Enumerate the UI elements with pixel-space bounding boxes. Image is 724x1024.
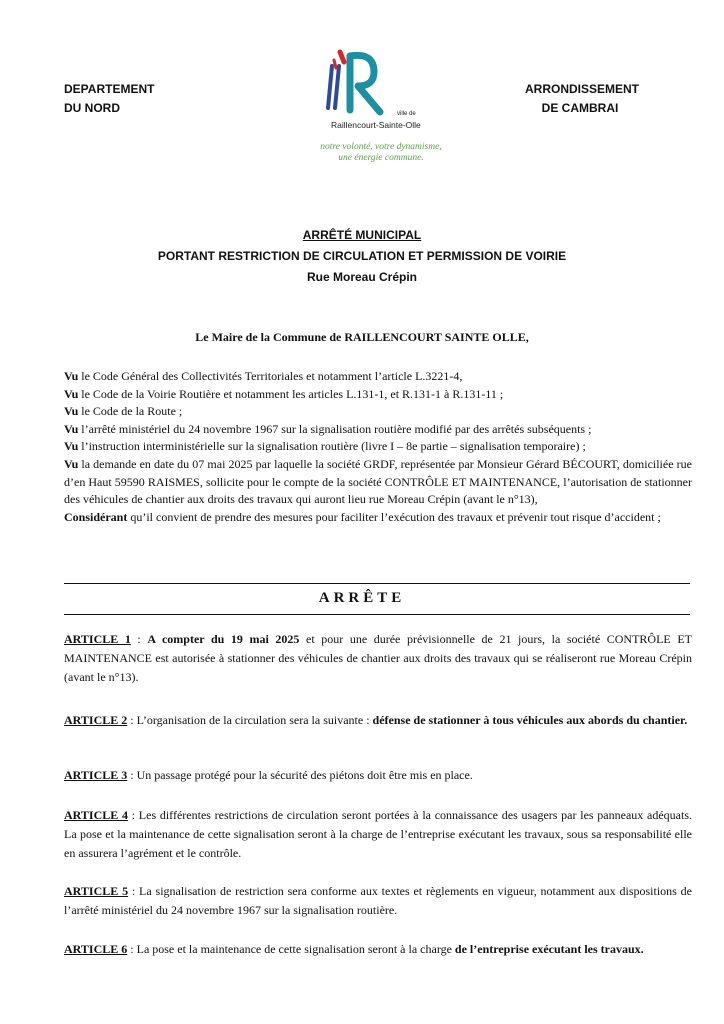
article-label: ARTICLE 4 — [64, 808, 128, 822]
visa-lead: Vu — [64, 386, 79, 401]
article-paragraph — [64, 711, 692, 730]
decree-title — [0, 225, 724, 288]
divider-top — [64, 583, 690, 584]
article-5 — [64, 882, 692, 920]
article-paragraph — [64, 630, 692, 687]
arrondissement-block — [525, 80, 640, 118]
article-text: L’organisation de la circulation sera la suivante : — [136, 713, 373, 727]
slogan-line: une énergie commune. — [338, 153, 424, 163]
town-logo — [300, 46, 470, 176]
visa-paragraph — [64, 368, 692, 386]
slogan-line: notre volonté, votre dynamisme, — [320, 142, 442, 152]
visa-text: l’arrêté ministériel du 24 novembre 1967 sur la signalisation routière modifié par des arrêtés subséquents ; — [78, 421, 592, 436]
visa-paragraph — [64, 456, 692, 509]
article-bold-end: de l’entreprise exécutant les travaux. — [454, 942, 644, 956]
article-label: ARTICLE 6 — [64, 942, 128, 956]
article-label: ARTICLE 5 — [64, 884, 129, 898]
article-text: La pose et la maintenance de cette signalisation seront à la charge — [136, 942, 455, 956]
visa-paragraph — [64, 509, 692, 527]
arrondissement-line: DE CAMBRAI — [541, 101, 619, 115]
logo-small-text: ville de — [397, 111, 416, 117]
article-6 — [64, 940, 692, 959]
title-line-3: Rue Moreau Crépin — [306, 270, 417, 284]
article-label: ARTICLE 2 — [64, 713, 128, 727]
department-block — [64, 80, 154, 118]
article-text: Un passage protégé pour la sécurité des piétons doit être mis en place. — [136, 768, 473, 782]
town-slogan — [296, 142, 466, 164]
arrete-heading: ARRÊTE — [318, 590, 406, 606]
department-line: DEPARTEMENT — [64, 82, 155, 96]
visa-lead: Vu — [64, 369, 79, 383]
visa-lead: Vu — [64, 404, 79, 419]
article-separator: : — [127, 942, 137, 956]
department-line: DU NORD — [64, 101, 120, 115]
article-separator: : — [127, 768, 137, 782]
article-paragraph — [64, 882, 692, 920]
mayor-line: Le Maire de la Commune de RAILLENCOURT SAINTE OLLE, — [195, 330, 529, 344]
visa-text: le Code Général des Collectivités Territoriales et notamment l’article L.3221-4, — [78, 369, 463, 383]
article-separator: : — [130, 632, 148, 646]
article-3 — [64, 766, 692, 785]
visa-lead: Vu — [64, 421, 79, 436]
article-separator: : — [128, 808, 139, 822]
visa-text: la demande en date du 07 mai 2025 par laquelle la société GRDF, représentée par Monsieur Gérard BÉCOURT, domiciliée rue d’en Haut 59590 RAISMES, sollicite pour le compte de la société CONTRÔLE ET MAINTENANCE, l’autorisation de stationner des véhicules de chantier aux droits des travaux qui auront lieu rue Moreau Crépin (avant le n°13), — [64, 456, 692, 507]
visa-lead: Considérant — [64, 509, 128, 524]
article-label: ARTICLE 3 — [64, 768, 128, 782]
article-paragraph — [64, 766, 692, 785]
title-line-1: ARRÊTÉ MUNICIPAL — [302, 228, 422, 242]
visa-text: le Code de la Route ; — [78, 404, 183, 419]
visa-text: l’instruction interministérielle sur la signalisation routière (livre I – 8e partie – signalisation temporaire) ; — [78, 439, 586, 454]
article-separator: : — [127, 713, 137, 727]
visa-text: le Code de la Voirie Routière et notamment les articles L.131-1, et R.131-1 à R.131-11 ; — [78, 386, 504, 401]
visa-paragraph — [64, 386, 692, 404]
article-text: La signalisation de restriction sera conforme aux textes et règlements en vigueur, notamment aux dispositions de l’arrêté ministériel du 24 novembre 1967 sur la signalisation routière. — [64, 884, 692, 917]
article-paragraph — [64, 806, 692, 863]
article-text: Les différentes restrictions de circulation seront portées à la connaissance des usagers par les panneaux adéquats. La pose et la maintenance de cette signalisation seront à la charge de l’entreprise exécutant les travaux, sous sa responsabilité elle en assurera l’agrément et le contrôle. — [64, 808, 692, 860]
article-paragraph — [64, 940, 692, 959]
article-separator: : — [128, 884, 140, 898]
arrondissement-line: ARRONDISSEMENT — [525, 82, 640, 96]
visa-text: qu’il convient de prendre des mesures pour faciliter l’exécution des travaux et prévenir tout risque d’accident ; — [127, 509, 661, 524]
logo-town-name: Raillencourt-Sainte-Olle — [331, 120, 421, 130]
visa-paragraph — [64, 438, 692, 456]
divider-bottom — [64, 614, 690, 615]
logo-mark-icon — [322, 46, 392, 126]
visas-block — [64, 368, 692, 526]
visa-lead: Vu — [64, 439, 79, 454]
article-4 — [64, 806, 692, 863]
visa-paragraph — [64, 421, 692, 439]
article-label: ARTICLE 1 — [64, 632, 131, 646]
article-bold-end: défense de stationner à tous véhicules aux abords du chantier. — [372, 713, 688, 727]
article-1 — [64, 630, 692, 687]
article-2 — [64, 711, 692, 730]
visa-paragraph — [64, 403, 692, 421]
title-line-2: PORTANT RESTRICTION DE CIRCULATION ET PERMISSION DE VOIRIE — [157, 249, 567, 263]
article-text: et pour une durée prévisionnelle de 21 jours, la société CONTRÔLE ET MAINTENANCE est autorisée à stationner des véhicules de chantier aux droits des travaux qui se réaliseront rue Moreau Crépin (avant le n°13). — [64, 632, 692, 684]
visa-lead: Vu — [64, 456, 79, 471]
article-bold-lead: A compter du 19 mai 2025 — [147, 632, 300, 646]
